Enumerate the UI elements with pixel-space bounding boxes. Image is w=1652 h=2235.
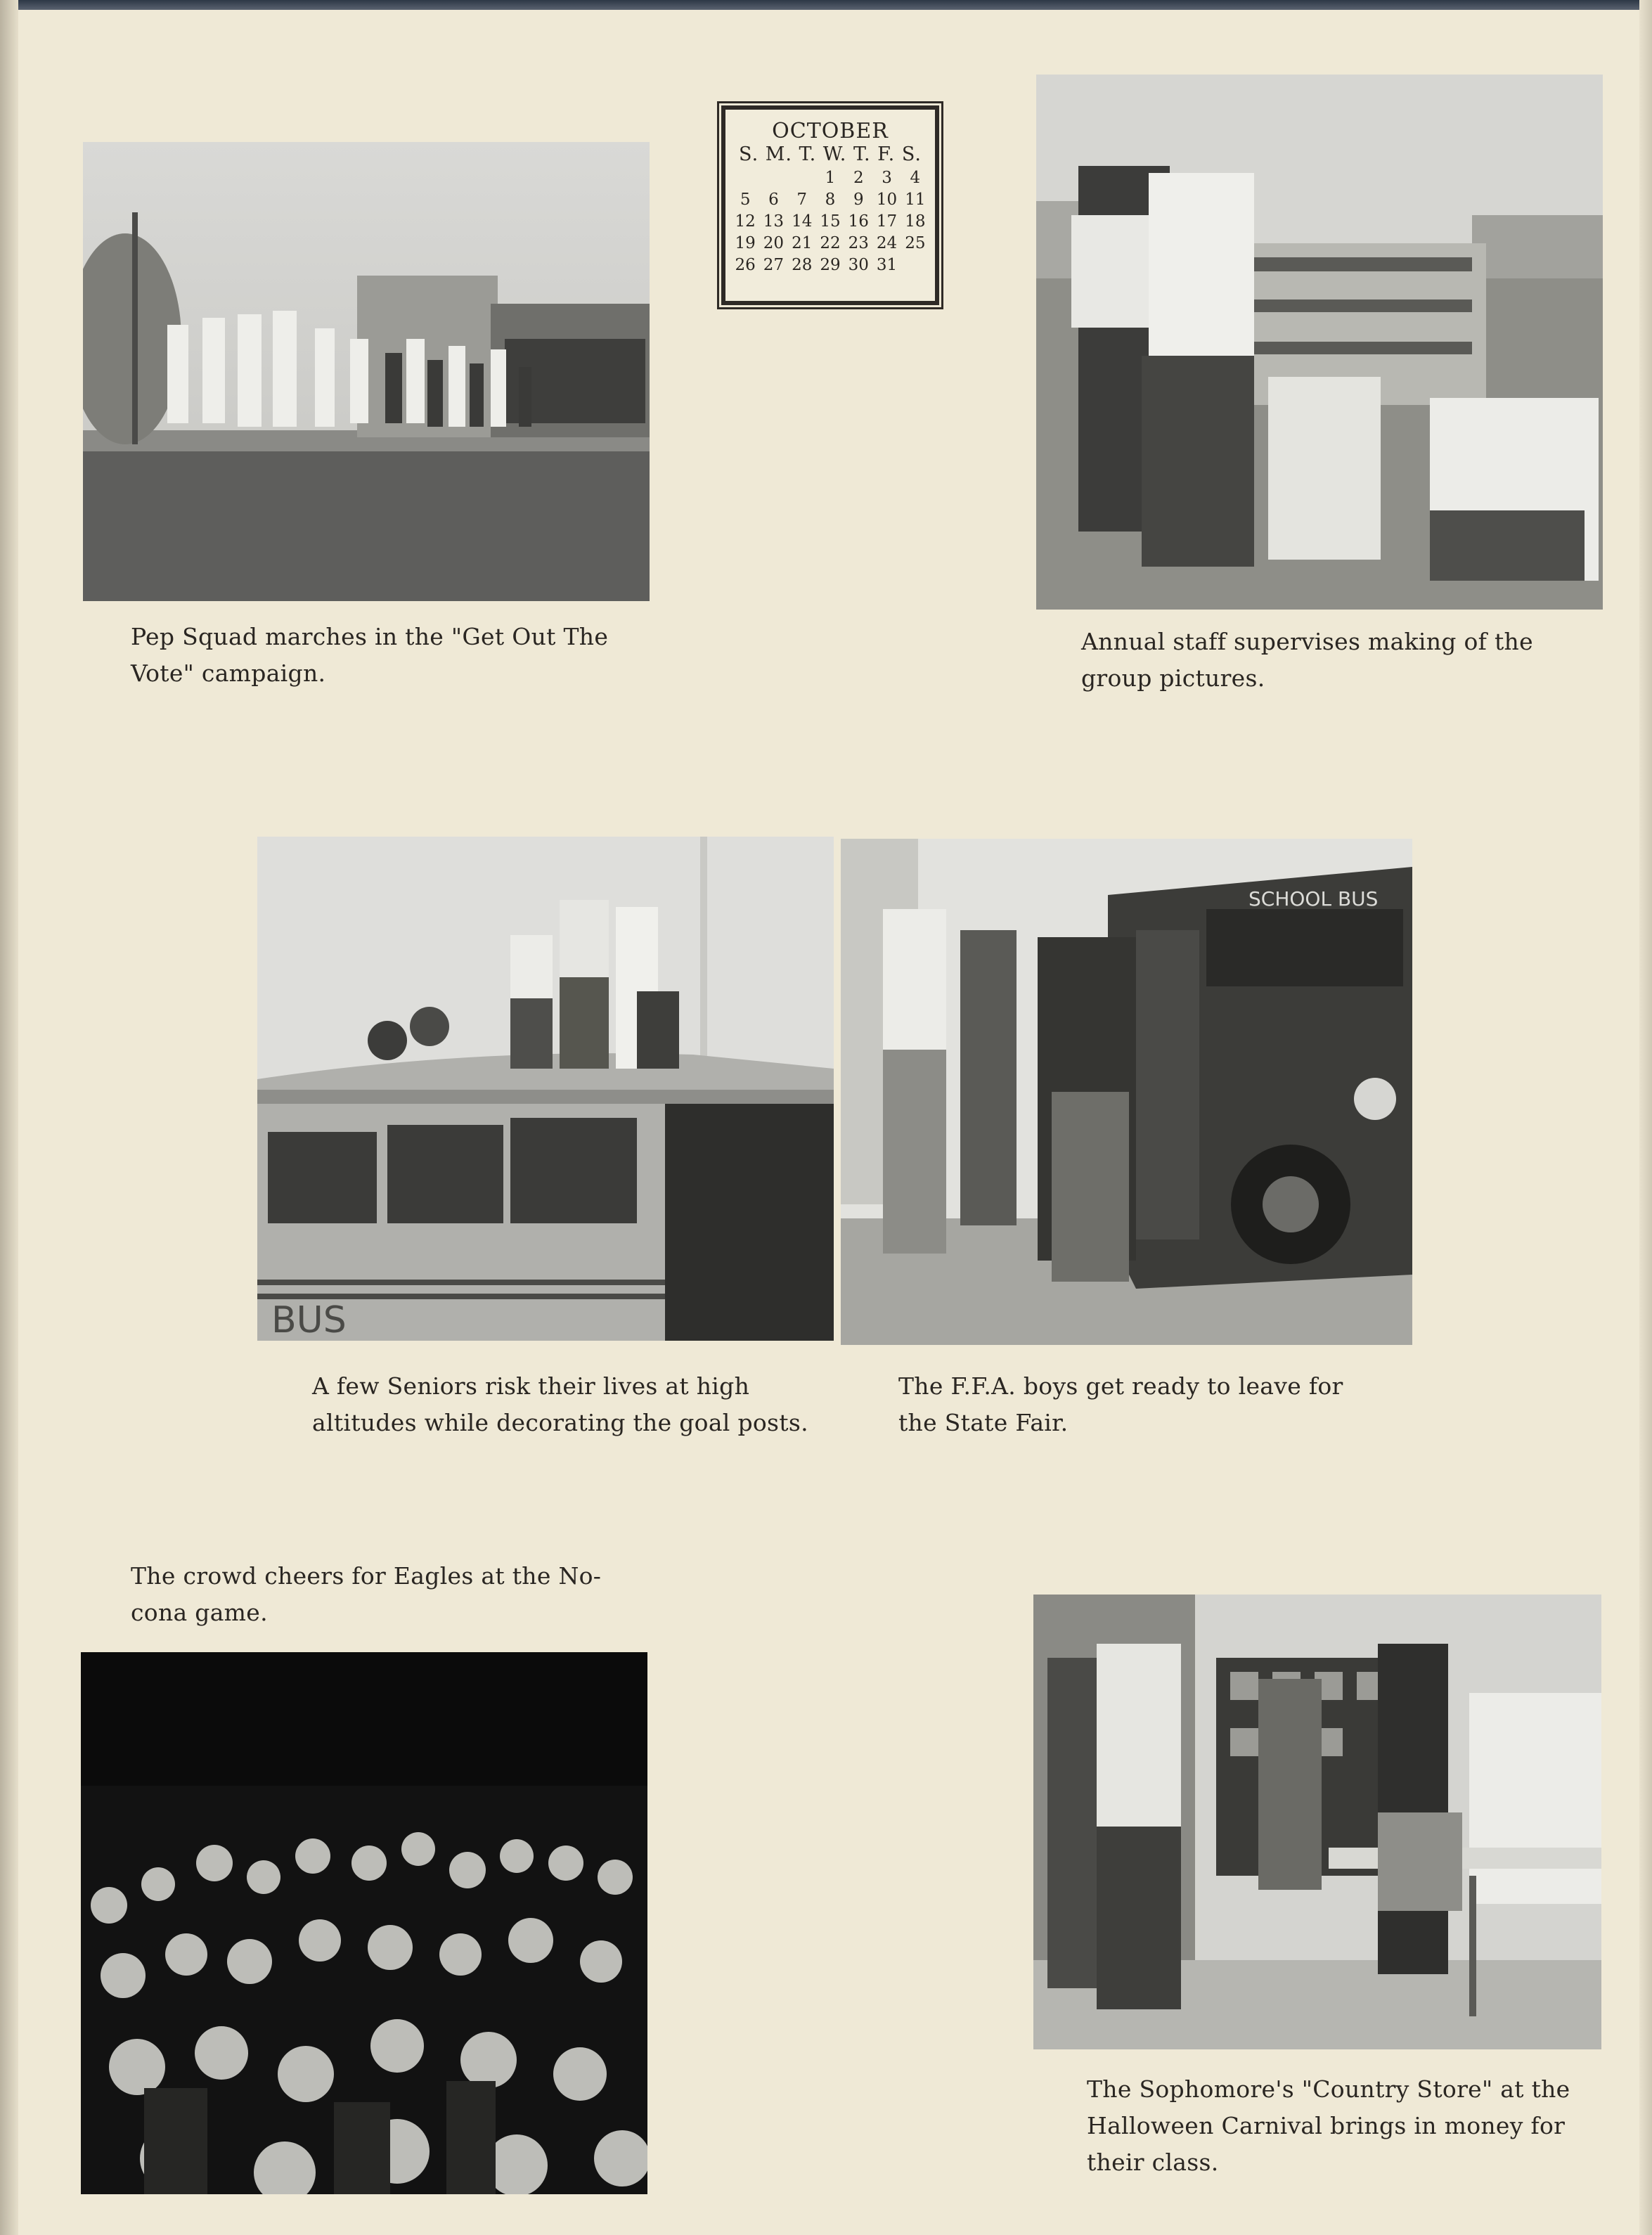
caption-line: Vote" campaign. [131, 659, 326, 687]
calendar-day: 26 [735, 256, 756, 274]
calendar-day [901, 255, 929, 276]
caption-seniors [312, 1368, 808, 1441]
caption-line: cona game. [131, 1599, 268, 1626]
caption-pep-squad [131, 619, 608, 692]
caption-line: The Sophomore's "Country Store" at the [1087, 2075, 1570, 2103]
photo-pep-squad-parade [83, 142, 650, 601]
calendar-day [788, 167, 816, 189]
calendar-day: 15 [820, 212, 841, 231]
caption-annual-staff [1081, 624, 1533, 697]
calendar-day: 1 [825, 169, 836, 187]
calendar-day: 16 [848, 212, 869, 231]
caption-ffa [898, 1368, 1343, 1441]
caption-sophomore [1087, 2071, 1570, 2181]
caption-line: their class. [1087, 2149, 1219, 2176]
calendar-day-header: S. M. T. W. T. F. S. [739, 143, 922, 165]
caption-line: Annual staff supervises making of the [1081, 628, 1533, 655]
calendar-day: 8 [825, 191, 836, 209]
page-right-edge [1639, 0, 1652, 2235]
calendar-day: 6 [768, 191, 779, 209]
calendar-day: 20 [763, 234, 785, 252]
calendar-month: OCTOBER [772, 119, 889, 143]
photo-seniors-on-bus [257, 837, 834, 1341]
calendar-day: 10 [876, 191, 898, 209]
calendar-day: 14 [792, 212, 813, 231]
calendar-day: 24 [876, 234, 898, 252]
calendar-day: 28 [792, 256, 813, 274]
caption-line: altitudes while decorating the goal posts. [312, 1409, 808, 1436]
calendar-day [731, 167, 759, 189]
calendar-grid [731, 167, 929, 276]
caption-line: The F.F.A. boys get ready to leave for [898, 1372, 1343, 1400]
calendar-day: 9 [853, 191, 864, 209]
caption-crowd [131, 1558, 601, 1631]
calendar-day: 3 [882, 169, 892, 187]
pep-squad-photo-art [83, 142, 650, 601]
calendar-day: 31 [876, 256, 898, 274]
calendar-day: 25 [905, 234, 926, 252]
calendar-day: 23 [848, 234, 869, 252]
ffa-bus-photo-art [841, 839, 1412, 1345]
calendar-day: 22 [820, 234, 841, 252]
calendar-day: 21 [792, 234, 813, 252]
annual-staff-photo-art [1036, 75, 1603, 610]
photo-country-store [1033, 1595, 1601, 2049]
calendar-day: 18 [905, 212, 926, 231]
bus-side-text: BUS [271, 1299, 347, 1341]
country-store-photo-art [1033, 1595, 1601, 2049]
calendar-day: 19 [735, 234, 756, 252]
calendar-day: 5 [740, 191, 751, 209]
calendar-day: 4 [910, 169, 921, 187]
crowd-photo-art [81, 1652, 647, 2194]
october-calendar [721, 105, 939, 305]
photo-crowd-cheering [81, 1652, 647, 2194]
photo-annual-staff [1036, 75, 1603, 610]
photo-ffa-boys-bus [841, 839, 1412, 1345]
caption-line: The crowd cheers for Eagles at the No- [131, 1562, 602, 1590]
caption-line: Pep Squad marches in the "Get Out The [131, 623, 609, 650]
page-top-edge [0, 0, 1652, 10]
calendar-day: 2 [853, 169, 864, 187]
caption-line: Halloween Carnival brings in money for [1087, 2112, 1566, 2139]
caption-line: the State Fair. [898, 1409, 1069, 1436]
calendar-day: 30 [848, 256, 869, 274]
school-bus-sign-text: SCHOOL BUS [1248, 887, 1379, 910]
calendar-day: 12 [735, 212, 756, 231]
calendar-day: 13 [763, 212, 785, 231]
calendar-day: 29 [820, 256, 841, 274]
calendar-day: 11 [905, 191, 926, 209]
caption-line: A few Seniors risk their lives at high [312, 1372, 750, 1400]
calendar-day: 17 [876, 212, 898, 231]
calendar-day: 7 [796, 191, 808, 209]
caption-line: group pictures. [1081, 664, 1265, 692]
calendar-day [759, 167, 787, 189]
page-left-edge [0, 0, 18, 2235]
calendar-day: 27 [763, 256, 785, 274]
seniors-bus-photo-art [257, 837, 834, 1341]
